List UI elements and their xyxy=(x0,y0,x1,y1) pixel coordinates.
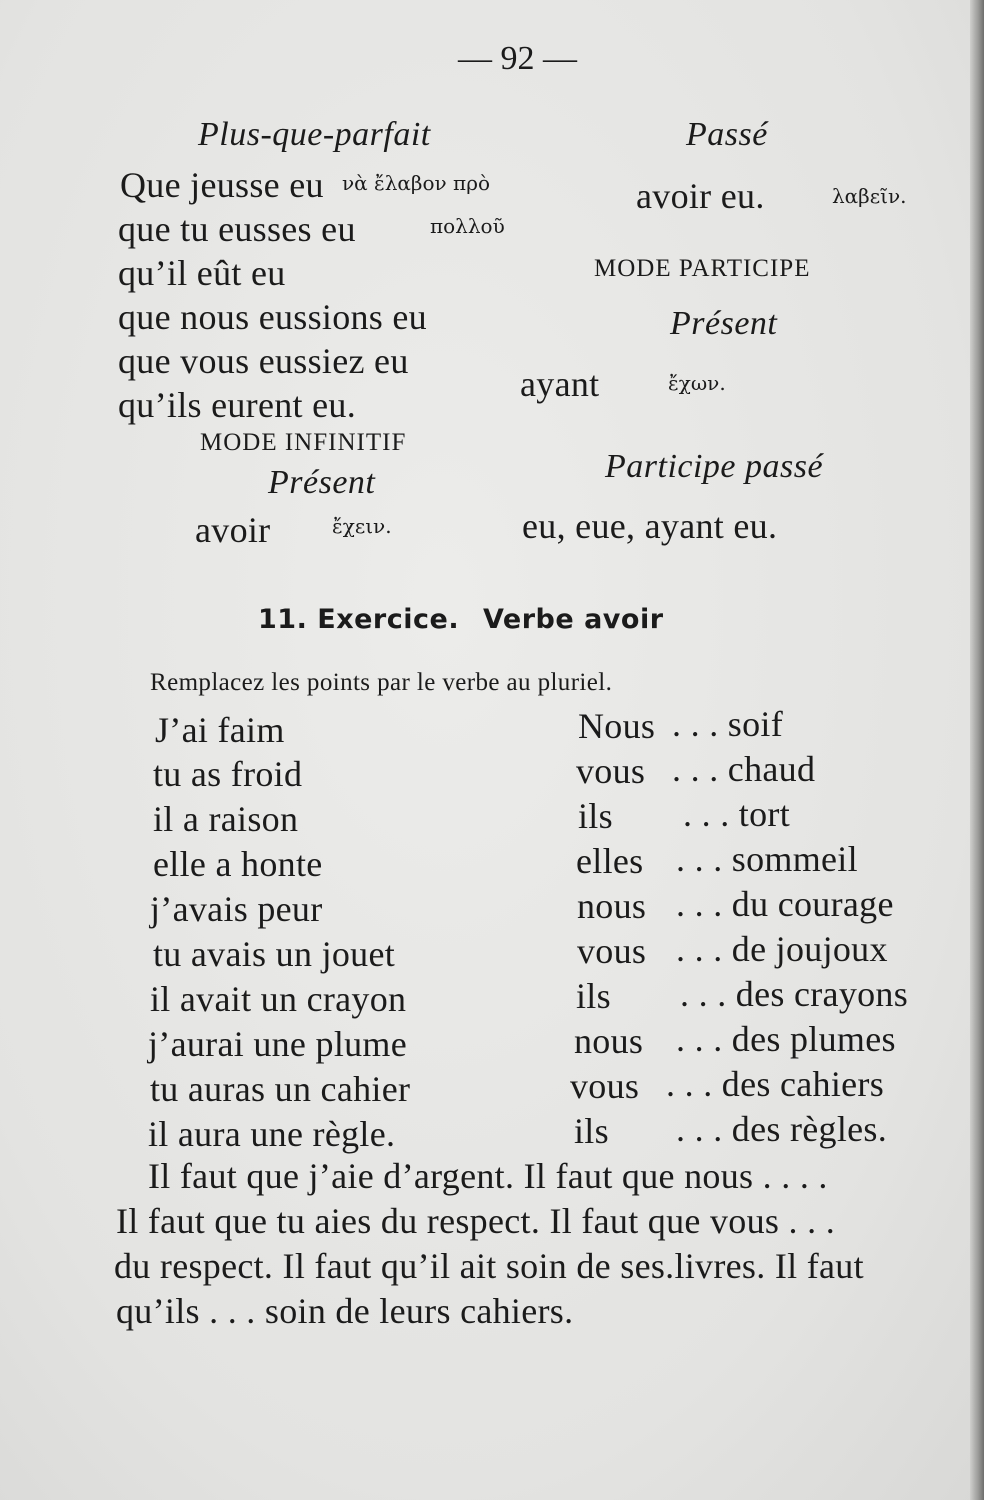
exercise-singular: il avait un crayon xyxy=(150,979,407,1019)
exercise-singular: tu auras un cahier xyxy=(150,1069,411,1109)
exercise-number: 11. xyxy=(258,604,308,635)
pqp-greek-2: πολλοῦ xyxy=(430,214,505,238)
exercise-completion: . . . des plumes xyxy=(676,1019,896,1059)
pqp-line-4: que nous eussions eu xyxy=(118,297,427,337)
exercise-singular: elle a honte xyxy=(153,844,323,884)
exercise-title: Exercice. xyxy=(317,604,460,635)
exercise-completion: . . . du courage xyxy=(676,884,894,924)
exercise-singular: J’ai faim xyxy=(155,710,285,750)
participe-present-french: ayant xyxy=(520,364,600,404)
pqp-line-3: qu’il eût eu xyxy=(118,253,286,293)
participe-passe-title: Participe passé xyxy=(605,448,824,485)
exercise-pronoun: Nous xyxy=(578,706,656,746)
exercise-pronoun: elles xyxy=(576,841,644,881)
exercise-pronoun: vous xyxy=(570,1066,640,1106)
exercise-completion: . . . soif xyxy=(672,704,783,744)
exercise-instruction: Remplacez les points par le verbe au pluriel. xyxy=(150,669,613,696)
exercise-singular: il aura une règle. xyxy=(148,1114,396,1154)
exercise-completion: . . . des règles. xyxy=(676,1109,888,1149)
exercise-completion: . . . sommeil xyxy=(676,839,858,879)
exercise-subject: Verbe avoir xyxy=(482,604,664,635)
exercise-completion: . . . des crayons xyxy=(680,974,909,1014)
infinitif-present-french: avoir xyxy=(195,510,271,550)
exercise-pronoun: nous xyxy=(577,886,647,926)
pqp-line-1: Que jeusse eu xyxy=(120,165,324,205)
infinitif-present-greek: ἔχειν. xyxy=(332,514,392,538)
exercise-singular: j’aurai une plume xyxy=(148,1024,407,1064)
exercise-pronoun: ils xyxy=(578,796,613,836)
exercise-pronoun: vous xyxy=(576,751,646,791)
exercise-paragraph-line: Il faut que j’aie d’argent. Il faut que nous . . . . xyxy=(148,1156,828,1196)
exercise-paragraph-line: du respect. Il faut qu’il ait soin de ses.livres. Il faut xyxy=(114,1246,864,1286)
page-number: — 92 — xyxy=(458,40,577,77)
exercise-pronoun: vous xyxy=(577,931,647,971)
exercise-completion: . . . des cahiers xyxy=(666,1064,885,1104)
exercise-pronoun: nous xyxy=(574,1021,644,1061)
exercise-completion: . . . tort xyxy=(683,794,790,834)
pqp-line-6: qu’ils eurent eu. xyxy=(118,385,357,425)
exercise-singular: il a raison xyxy=(153,799,299,839)
exercise-completion: . . . de joujoux xyxy=(676,929,888,969)
passe-title: Passé xyxy=(686,116,768,153)
exercise-singular: tu as froid xyxy=(153,754,303,794)
mode-infinitif-heading: MODE INFINITIF xyxy=(200,429,407,456)
passe-french: avoir eu. xyxy=(636,176,765,216)
pqp-greek-1: νὰ ἔλαβον πρὸ xyxy=(342,171,490,195)
participe-present-greek: ἔχων. xyxy=(668,371,726,395)
exercise-pronoun: ils xyxy=(574,1111,609,1151)
pqp-line-5: que vous eussiez eu xyxy=(118,341,409,381)
exercise-singular: j’avais peur xyxy=(150,889,323,929)
infinitif-present-title: Présent xyxy=(268,464,376,501)
exercise-heading xyxy=(258,606,664,633)
mode-participe-heading: MODE PARTICIPE xyxy=(594,255,811,282)
page-edge-shadow xyxy=(970,0,984,1500)
exercise-paragraph-line: qu’ils . . . soin de leurs cahiers. xyxy=(116,1291,574,1331)
exercise-pronoun: ils xyxy=(576,976,611,1016)
participe-passe-french: eu, eue, ayant eu. xyxy=(522,506,778,546)
pqp-line-2: que tu eusses eu xyxy=(118,209,356,249)
exercise-paragraph-line: Il faut que tu aies du respect. Il faut que vous . . . xyxy=(116,1201,835,1241)
participe-present-title: Présent xyxy=(670,305,778,342)
exercise-singular: tu avais un jouet xyxy=(153,934,396,974)
passe-greek: λαβεῖν. xyxy=(832,184,907,208)
exercise-completion: . . . chaud xyxy=(672,749,816,789)
pqp-title: Plus-que-parfait xyxy=(198,116,431,153)
